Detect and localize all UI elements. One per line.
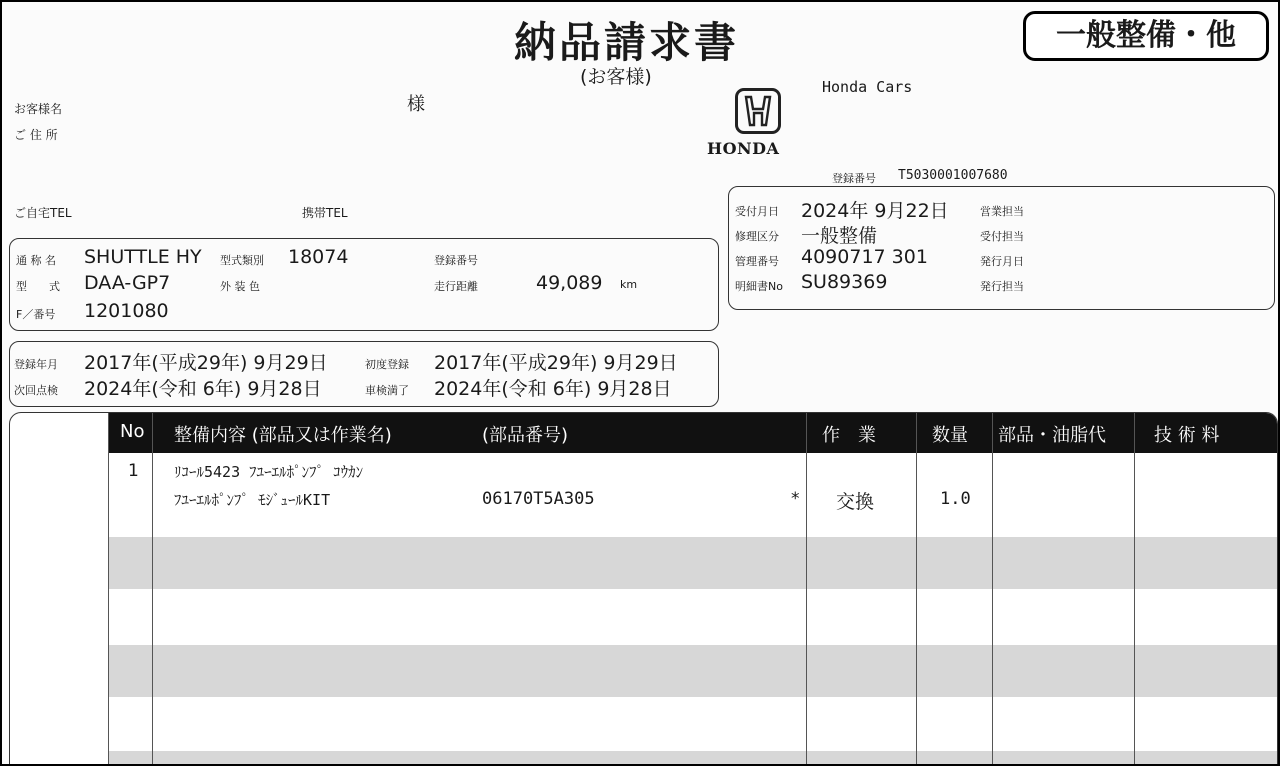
next-check-label: 次回点検 [14, 384, 58, 397]
address-label: ご 住 所 [14, 128, 58, 142]
row-band [108, 537, 1277, 589]
color-label: 外 装 色 [220, 280, 260, 293]
received-date: 2024年 9月22日 [801, 200, 949, 222]
mileage: 49,089 [536, 272, 603, 294]
control-number: 4090717 301 [801, 246, 928, 268]
customer-honorific: 様 [407, 94, 425, 115]
vehicle-name: SHUTTLE HY [84, 246, 202, 268]
row-qty: 1.0 [940, 489, 971, 509]
type-class: 18074 [288, 246, 349, 268]
shaken-expiry: 2024年(令和 6年) 9月28日 [434, 378, 672, 400]
header-no: No [120, 421, 145, 442]
received-date-label: 受付月日 [735, 205, 779, 218]
control-number-label: 管理番号 [735, 255, 779, 268]
issuer-label: 発行担当 [980, 280, 1024, 293]
frame-label: F／番号 [16, 308, 56, 321]
row-band [108, 751, 1277, 766]
vehicle-name-label: 通 称 名 [16, 254, 56, 267]
table-header [10, 413, 1277, 453]
invoice-registration-label: 登録番号 [832, 172, 876, 185]
mileage-unit: km [620, 278, 638, 291]
header-parts-cost: 部品・油脂代 [998, 425, 1106, 446]
reg-month: 2017年(平成29年) 9月29日 [84, 352, 328, 374]
sales-rep-label: 営業担当 [980, 205, 1024, 218]
first-reg-label: 初度登録 [365, 358, 409, 371]
row-work: 交換 [836, 491, 875, 513]
reception-rep-label: 受付担当 [980, 230, 1024, 243]
document-title: 納品請求書 [514, 18, 740, 67]
mobile-tel-label: 携帯TEL [302, 206, 348, 220]
header-part-number: (部品番号) [482, 425, 569, 446]
repair-type-label: 修理区分 [735, 230, 779, 243]
row-line1: ﾘｺｰﾙ5423 ﾌﾕｰｴﾙﾎﾟﾝﾌﾟ ｺｳｶﾝ [174, 463, 364, 481]
model-label: 型 式 [16, 280, 60, 293]
mileage-label: 走行距離 [434, 280, 478, 293]
type-class-label: 型式類別 [220, 254, 264, 267]
next-check: 2024年(令和 6年) 9月28日 [84, 378, 322, 400]
category-badge: 一般整備・他 [1023, 11, 1269, 61]
row-part-number: 06170T5A305 [482, 489, 595, 509]
first-reg: 2017年(平成29年) 9月29日 [434, 352, 678, 374]
document-subtitle: (お客様) [580, 66, 652, 88]
row-mark: * [791, 489, 800, 509]
model: DAA-GP7 [84, 272, 171, 294]
row-band [108, 645, 1277, 697]
customer-name-label: お客様名 [14, 102, 63, 116]
header-labor: 技 術 料 [1154, 425, 1220, 446]
header-work: 作 業 [822, 425, 876, 446]
honda-logo-icon [735, 88, 781, 134]
header-qty: 数量 [932, 425, 968, 446]
header-content: 整備内容 (部品又は作業名) [174, 425, 392, 446]
invoice-registration-number: T5030001007680 [898, 168, 1008, 183]
statement-number: SU89369 [801, 271, 888, 293]
dealer-name: Honda Cars [822, 78, 913, 96]
reg-month-label: 登録年月 [14, 358, 58, 371]
issue-date-label: 発行月日 [980, 255, 1024, 268]
repair-type: 一般整備 [801, 225, 878, 247]
frame-number: 1201080 [84, 300, 169, 322]
row-no: 1 [128, 461, 139, 481]
statement-number-label: 明細書No [735, 280, 783, 293]
brand-wordmark: HONDA [707, 139, 780, 158]
plate-label: 登録番号 [434, 254, 478, 267]
shaken-label: 車検満了 [365, 384, 409, 397]
home-tel-label: ご自宅TEL [14, 206, 72, 220]
work-items-table [9, 412, 1278, 766]
row-line2: ﾌﾕｰｴﾙﾎﾟﾝﾌﾟ ﾓｼﾞｭｰﾙKIT [174, 491, 331, 509]
